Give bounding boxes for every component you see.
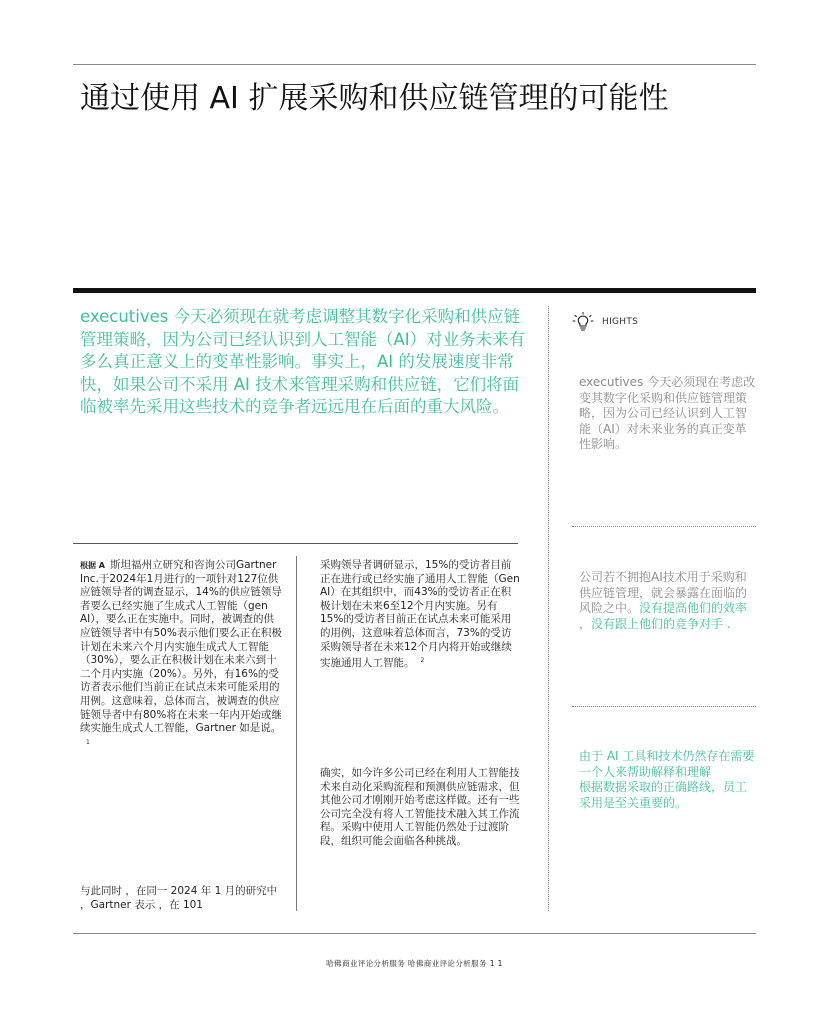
sidebar-item-2-text: 公司若不拥抱AI技术用于采购和供应链管理，就会暴露在面临的风险之中。: [579, 570, 748, 615]
sidebar-divider: [548, 306, 549, 911]
body-rule: [73, 543, 518, 544]
footnote-ref-2: 2: [420, 657, 425, 665]
top-rule: [73, 64, 756, 65]
lightbulb-icon: [572, 312, 594, 332]
sidebar-separator-2: [572, 706, 756, 707]
footnote-ref-1: 1: [86, 738, 90, 746]
sidebar-item-2-highlight: 没有提高他们的效率 ，没有跟上他们的竞争对手 .: [579, 601, 748, 631]
figure-label: 根据 A: [80, 561, 105, 570]
sidebar-item-2: [579, 570, 757, 632]
sidebar-item-3-highlight: 需要一个人来帮助解释和理解: [579, 749, 755, 779]
sidebar-item-1: executives 今天必须现在考虑改变其数字化采购和供应链管理策略，因为公司已经认识到人工智能（AI）对未来业务的真正变革性影响。: [579, 375, 756, 451]
column-2-text-1: 采购领导者调研显示，15%的受访者目前正在进行或已经实施了通用人工智能（Gen AI）在其组织中，而43%的受访者正在积极计划在未来6至12个月内实施。另有15%的受访者目前正在试点未来可能采用的用例，这意味着总体而言，73%的受访采购领导者在未来12个月内将开始或继续实施通用人工智能。: [320, 559, 520, 670]
sidebar-item-3-text: 由于 AI 工具和技术仍然存在: [579, 749, 731, 763]
column-1-continued: 与此同时 ，在同一 2024 年 1 月的研究中 ，Gartner 表示 ，在 101: [80, 885, 278, 911]
page-footer: 哈佛商业评论分析服务 哈佛商业评论分析服务 1 1: [326, 959, 503, 968]
column-2-paragraph-2: 确实，如今许多公司已经在利用人工智能技术来自动化采购流程和预测供应链需求，但其他公司才刚刚开始考虑这样做。还有一些公司完全没有将人工智能技术融入其工作流程。采购中使用人工智能仍然处于过渡阶段，组织可能会面临各种挑战。: [320, 767, 520, 847]
sidebar-item-3-tail: 根据数据采取的正确路线，员工采用是至关重要的。: [579, 780, 748, 810]
column-2-paragraph-1: [320, 559, 520, 671]
bottom-rule: [73, 933, 756, 934]
column-1-text: 斯坦福州立研究和咨询公司Gartner Inc.于2024年1月进行的一项针对127位供应链领导者的调查显示，14%的供应链领导者要么已经实施了生成式人工智能（gen AI），要么正在实施中。同时，被调查的供应链领导者中有50%表示他们要么正在积极计划在未来六个月内实施生成式人工智能（30%），要么正在积极计划在未来六到十二个月内实施（20%）。另外，有16%的受访者表示他们当前正在试点未来可能采用的用例。这意味着，总体而言，被调查的供应链领导者中有80%将在未来一年内开始或继续实施生成式人工智能，Gartner 如是说。: [80, 559, 282, 735]
hights-label: HIGHTS: [602, 317, 639, 327]
sidebar-separator-1: [572, 526, 756, 527]
section-rule: [73, 288, 756, 293]
lead-paragraph: executives 今天必须现在就考虑调整其数字化采购和供应链管理策略，因为公司已经认识到人工智能（AI）对业务未来有多么真正意义上的变革性影响。事实上，AI 的发展速度非常快，如果公司不采用 AI 技术来管理采购和供应链，它们将面临被率先采用这些技术的竞争者远远甩在后面的重大风险。: [80, 307, 526, 416]
column-divider: [296, 556, 297, 911]
sidebar-heading: [572, 312, 638, 332]
sidebar-item-3: [579, 749, 757, 811]
column-1-paragraph: [80, 559, 282, 752]
page-title: 通过使用 AI 扩展采购和供应链管理的可能性: [80, 81, 669, 116]
